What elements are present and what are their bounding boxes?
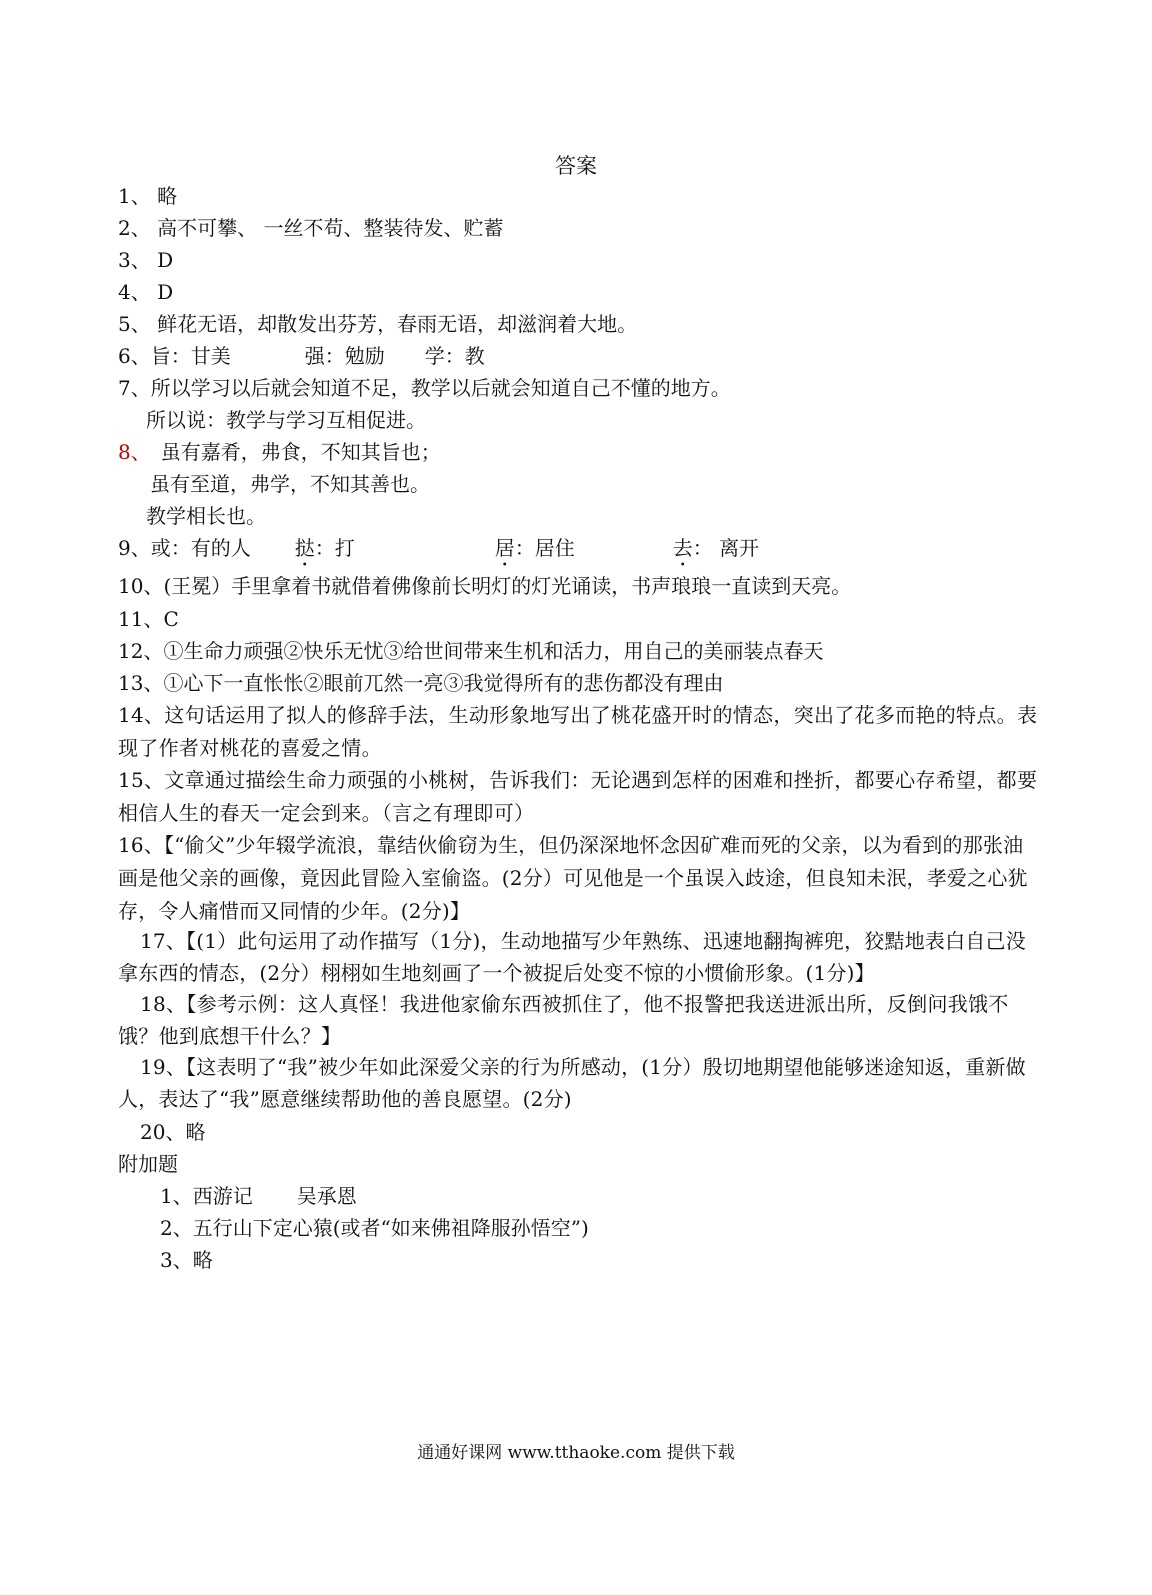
answer-18: 18、【参考示例：这人真怪！我进他家偷东西被抓住了，他不报警把我送进派出所，反倒问我饿不饿？他到底想干什么？】: [118, 992, 1009, 1048]
extra-1-book: 1、西游记: [160, 1184, 253, 1208]
answer-11: 11、C: [118, 607, 179, 631]
answer-9-part-3: ：居住: [514, 536, 575, 560]
extra-heading: 附加题: [118, 1152, 178, 1176]
answer-8-line-3: 教学相长也。: [146, 504, 266, 528]
answer-10: 10、(王冕）手里拿着书就借着佛像前长明灯的灯光诵读，书声琅琅一直读到天亮。: [118, 574, 852, 598]
answer-3: 3、 D: [118, 248, 174, 272]
extra-1: [160, 1180, 1080, 1212]
answer-15: 15、文章通过描绘生命力顽强的小桃树，告诉我们：无论遇到怎样的困难和挫折，都要心存希望，都要相信人生的春天一定会到来。（言之有理即可）: [118, 768, 1038, 825]
answer-17: 17、【(1）此句运用了动作描写（1分)，生动地描写少年熟练、迅速地翻掏裤兜，狡黠地表白自己没拿东西的情态，(2分）栩栩如生地刻画了一个被捉后处变不惊的小惯偷形象。(1分)】: [118, 929, 1026, 985]
answer-12: 12、①生命力顽强②快乐无忧③给世间带来生机和活力，用自己的美丽装点春天: [118, 639, 824, 663]
extra-1-author: 吴承恩: [296, 1184, 357, 1208]
extra-3: 3、略: [160, 1248, 213, 1272]
answer-13: 13、①心下一直怅怅②眼前兀然一亮③我觉得所有的悲伤都没有理由: [118, 671, 724, 695]
answer-7-line-2: 所以说：教学与学习互相促进。: [146, 408, 426, 432]
answer-6-part-1: 6、旨：甘美: [118, 344, 231, 368]
answer-5: 5、 鲜花无语，却散发出芬芳，春雨无语，却滋润着大地。: [118, 312, 638, 336]
extra-2: 2、五行山下定心猿(或者“如来佛祖降服孙悟空”): [160, 1216, 589, 1240]
answer-9-word-2: 挞: [294, 536, 315, 560]
answer-9-part-4: ： 离开: [692, 536, 760, 560]
answer-4: 4、 D: [118, 280, 174, 304]
answer-1: 1、 略: [118, 184, 178, 208]
answer-8-text-1: 虽有嘉肴，弗食，不知其旨也；: [160, 440, 441, 464]
answer-20: 20、略: [140, 1120, 206, 1144]
answer-19: 19、【这表明了“我”被少年如此深爱父亲的行为所感动，(1分）殷切地期望他能够迷途知返，重新做人，表达了“我”愿意继续帮助他的善良愿望。(2分): [118, 1055, 1026, 1111]
answer-9-word-3: 居: [494, 536, 515, 560]
answer-16: 16、【“偷父”少年辍学流浪，靠结伙偷窃为生，但仍深深地怀念因矿难而死的父亲，以为看到的那张油画是他父亲的画像，竟因此冒险入室偷盗。(2分）可见他是一个虽误入歧途，但良知未泯，孝爱之心犹存，令人痛惜而又同情的少年。(2分)】: [118, 833, 1028, 923]
answer-7-line-1: 7、所以学习以后就会知道不足，教学以后就会知道自己不懂的地方。: [118, 376, 731, 400]
page-title: 答案: [555, 154, 597, 178]
answer-8-number: 8、: [118, 440, 151, 464]
answer-9: [118, 532, 1038, 571]
answer-9-part-1: 9、或：有的人: [118, 536, 251, 560]
answer-9-part-2: ：打: [314, 536, 355, 560]
answer-6-part-2: 强：勉励: [304, 344, 385, 368]
answer-2: 2、 高不可攀、 一丝不苟、整装待发、贮蓄: [118, 216, 504, 240]
answer-8-line-1: [118, 436, 1038, 468]
answer-6-part-3: 学：教: [424, 344, 485, 368]
answer-6: [118, 340, 1038, 372]
answer-9-word-4: 去: [672, 536, 693, 560]
answer-8-line-2: 虽有至道，弗学，不知其善也。: [150, 472, 430, 496]
answer-14: 14、这句话运用了拟人的修辞手法，生动形象地写出了桃花盛开时的情态，突出了花多而艳的特点。表现了作者对桃花的喜爱之情。: [118, 703, 1038, 760]
footer-source: 通通好课网 www.tthaoke.com 提供下载: [417, 1443, 735, 1463]
